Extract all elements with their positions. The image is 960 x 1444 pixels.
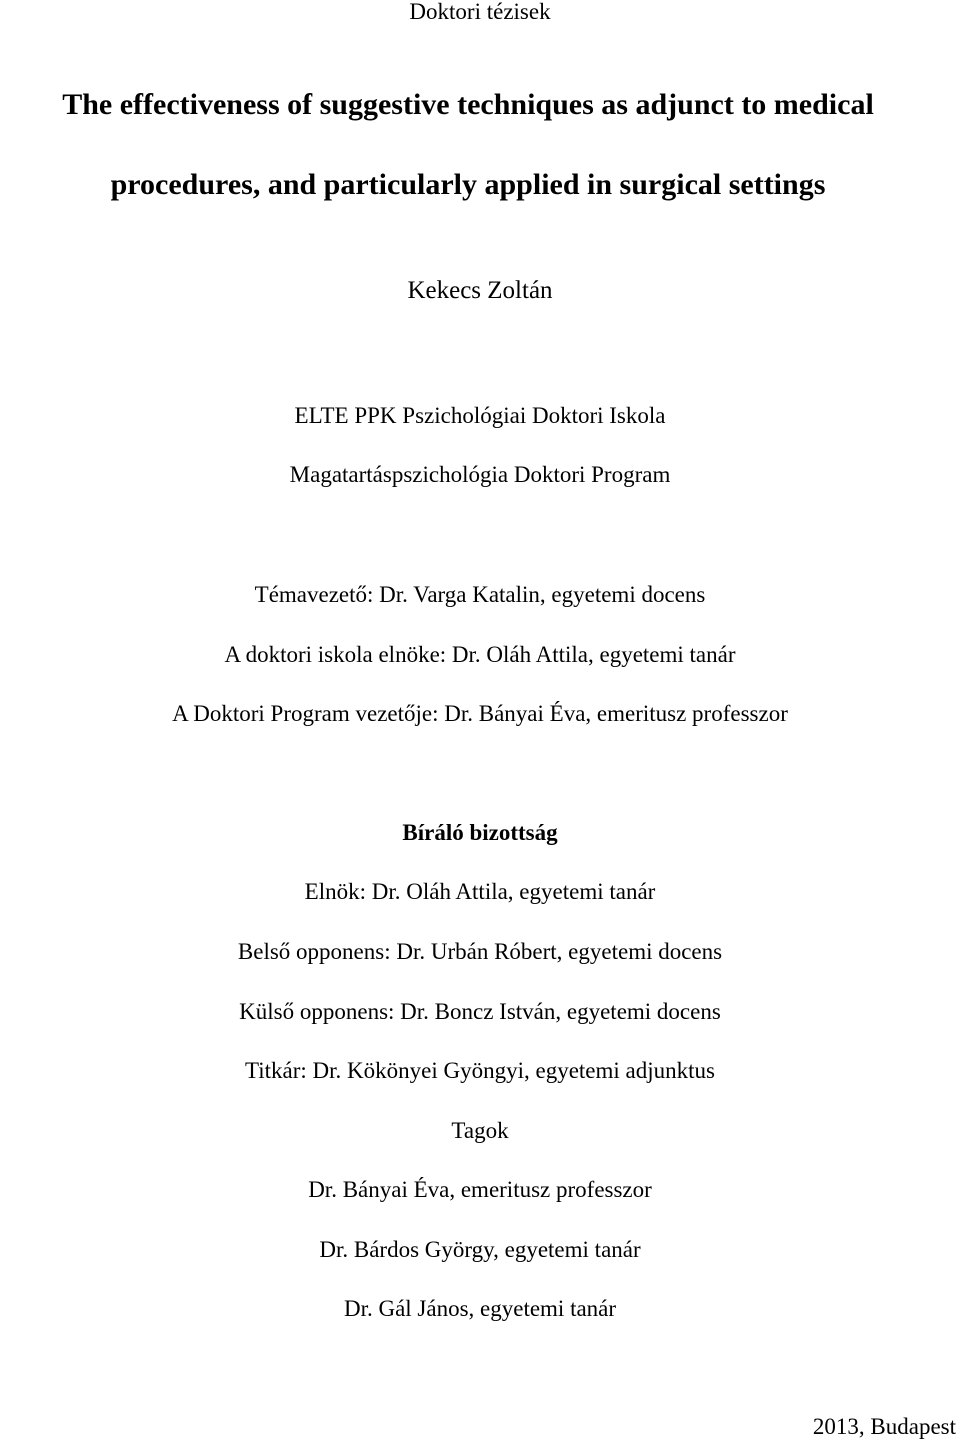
- committee-chair: Elnök: Dr. Oláh Attila, egyetemi tanár: [304, 879, 656, 904]
- committee-heading: Bíráló bizottság: [402, 820, 558, 845]
- thesis-title-line-1: The effectiveness of suggestive techniques as adjunct to medical: [62, 88, 874, 121]
- committee-external-opponent: Külső opponens: Dr. Boncz István, egyetemi docens: [239, 999, 721, 1024]
- date-and-place: 2013, Budapest: [812, 1414, 956, 1439]
- doctoral-school: ELTE PPK Pszichológiai Doktori Iskola: [294, 403, 666, 428]
- thesis-title-line-2: procedures, and particularly applied in surgical settings: [110, 168, 826, 201]
- doctoral-program: Magatartáspszichológia Doktori Program: [289, 462, 671, 487]
- author-name: Kekecs Zoltán: [407, 277, 553, 304]
- supervisor-line: Témavezető: Dr. Varga Katalin, egyetemi docens: [254, 582, 706, 607]
- committee-member: Dr. Bányai Éva, emeritusz professzor: [308, 1177, 652, 1202]
- document-header: Doktori tézisek: [409, 0, 551, 24]
- committee-secretary: Titkár: Dr. Kökönyei Gyöngyi, egyetemi adjunktus: [245, 1058, 715, 1083]
- program-head-line: A Doktori Program vezetője: Dr. Bányai Éva, emeritusz professzor: [172, 701, 788, 726]
- committee-member: Dr. Gál János, egyetemi tanár: [343, 1296, 617, 1321]
- school-head-line: A doktori iskola elnöke: Dr. Oláh Attila, egyetemi tanár: [224, 642, 736, 667]
- committee-member: Dr. Bárdos György, egyetemi tanár: [319, 1237, 641, 1262]
- committee-internal-opponent: Belső opponens: Dr. Urbán Róbert, egyetemi docens: [237, 939, 723, 964]
- members-heading: Tagok: [451, 1118, 509, 1143]
